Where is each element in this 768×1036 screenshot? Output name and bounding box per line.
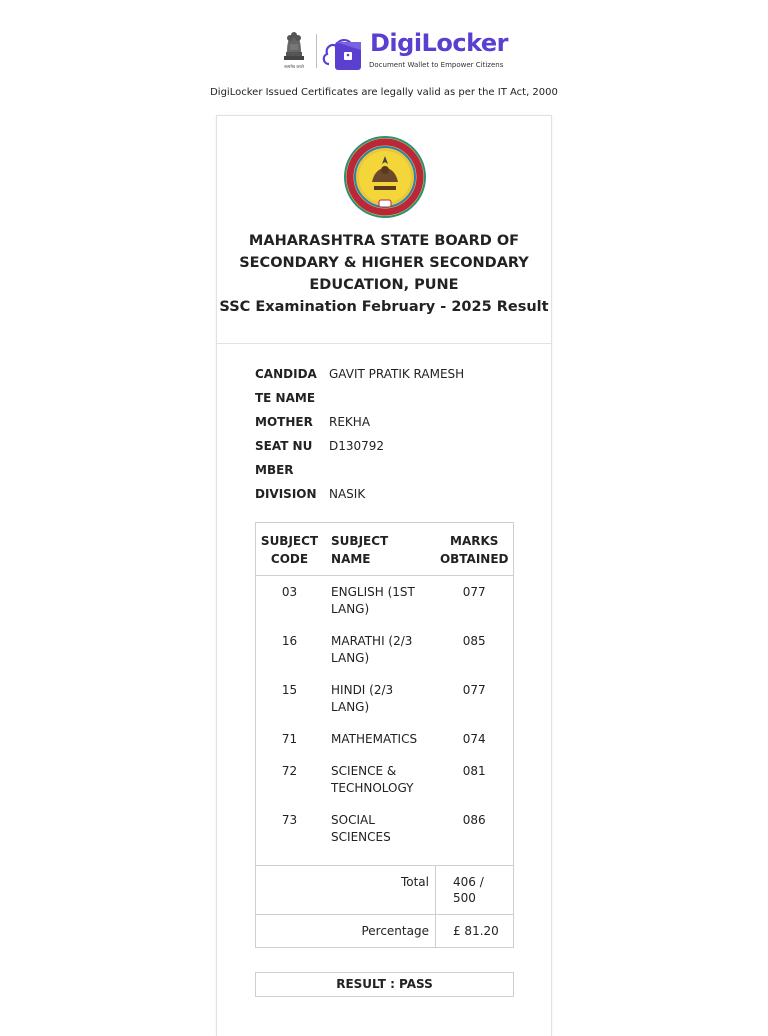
total-label: Total (256, 866, 436, 915)
table-row (256, 804, 514, 853)
table-row (256, 625, 514, 674)
marks-table (255, 522, 514, 948)
marks-obtained: 074 (462, 732, 486, 746)
board-seal-icon (342, 134, 428, 220)
marks-table-header (256, 523, 514, 576)
total-value: 406 / 500 (435, 866, 513, 915)
emblem-caption: सत्यमेव जयते (284, 64, 304, 69)
card-divider (217, 343, 551, 344)
brand-tagline: Document Wallet to Empower Citizens (369, 61, 504, 69)
marks-obtained: 086 (462, 813, 486, 827)
mother-label: MOTHER (255, 415, 313, 429)
subject-name: ENGLISH (1ST LANG) (331, 585, 415, 616)
division-row (255, 482, 515, 506)
board-title (217, 230, 551, 318)
subject-name: SCIENCE & TECHNOLOGY (331, 764, 414, 795)
subject-name: MARATHI (2/3 LANG) (331, 634, 413, 665)
subject-name: SOCIAL SCIENCES (331, 813, 391, 844)
marks-obtained: 077 (462, 683, 486, 697)
board-title-line: EDUCATION, PUNE (309, 277, 459, 293)
candidate-name-label: CANDIDATE NAME (255, 367, 317, 405)
result-status: RESULT : PASS (255, 972, 514, 997)
table-row (256, 755, 514, 804)
digilocker-header (0, 0, 768, 110)
marks-obtained: 085 (462, 634, 486, 648)
subject-code-header: SUBJECT CODE (256, 523, 324, 576)
percentage-row (256, 915, 514, 948)
table-row (256, 723, 514, 755)
subject-name: MATHEMATICS (331, 732, 418, 746)
exam-title: SSC Examination February - 2025 Result (219, 299, 549, 315)
subject-code: 72 (281, 764, 298, 778)
marks-obtained-header: MARKS OBTAINED (435, 523, 513, 576)
mother-row (255, 410, 515, 434)
subject-code: 15 (281, 683, 298, 697)
table-spacer (256, 853, 514, 866)
percentage-value: £ 81.20 (435, 915, 513, 948)
marks-obtained: 077 (462, 585, 486, 599)
subject-name: HINDI (2/3 LANG) (331, 683, 394, 714)
seat-number-row (255, 434, 515, 482)
candidate-name-row (255, 362, 515, 410)
board-title-line: MAHARASHTRA STATE BOARD OF (248, 233, 520, 249)
legal-notice: DigiLocker Issued Certificates are legally valid as per the IT Act, 2000 (210, 87, 558, 98)
total-row (256, 866, 514, 915)
certificate-card (216, 115, 552, 1036)
brand-name: DigiLocker (370, 29, 508, 57)
subject-code: 71 (281, 732, 298, 746)
seat-number-value: D130792 (329, 439, 385, 453)
subject-code: 16 (281, 634, 298, 648)
subject-code: 03 (281, 585, 298, 599)
subject-name-header: SUBJECT NAME (323, 523, 435, 576)
candidate-info (255, 362, 515, 506)
board-title-line: SECONDARY & HIGHER SECONDARY (239, 255, 529, 271)
logo-divider (316, 34, 317, 68)
division-label: DIVISION (255, 487, 317, 501)
subject-code: 73 (281, 813, 298, 827)
mother-value: REKHA (329, 415, 371, 429)
division-value: NASIK (329, 487, 366, 501)
digilocker-cloud-lock-icon (321, 30, 365, 72)
percentage-label: Percentage (256, 915, 436, 948)
table-row (256, 674, 514, 723)
seat-number-label: SEAT NUMBER (255, 439, 313, 477)
marks-obtained: 081 (462, 764, 486, 778)
candidate-name-value: GAVIT PRATIK RAMESH (329, 367, 465, 381)
table-row (256, 576, 514, 626)
